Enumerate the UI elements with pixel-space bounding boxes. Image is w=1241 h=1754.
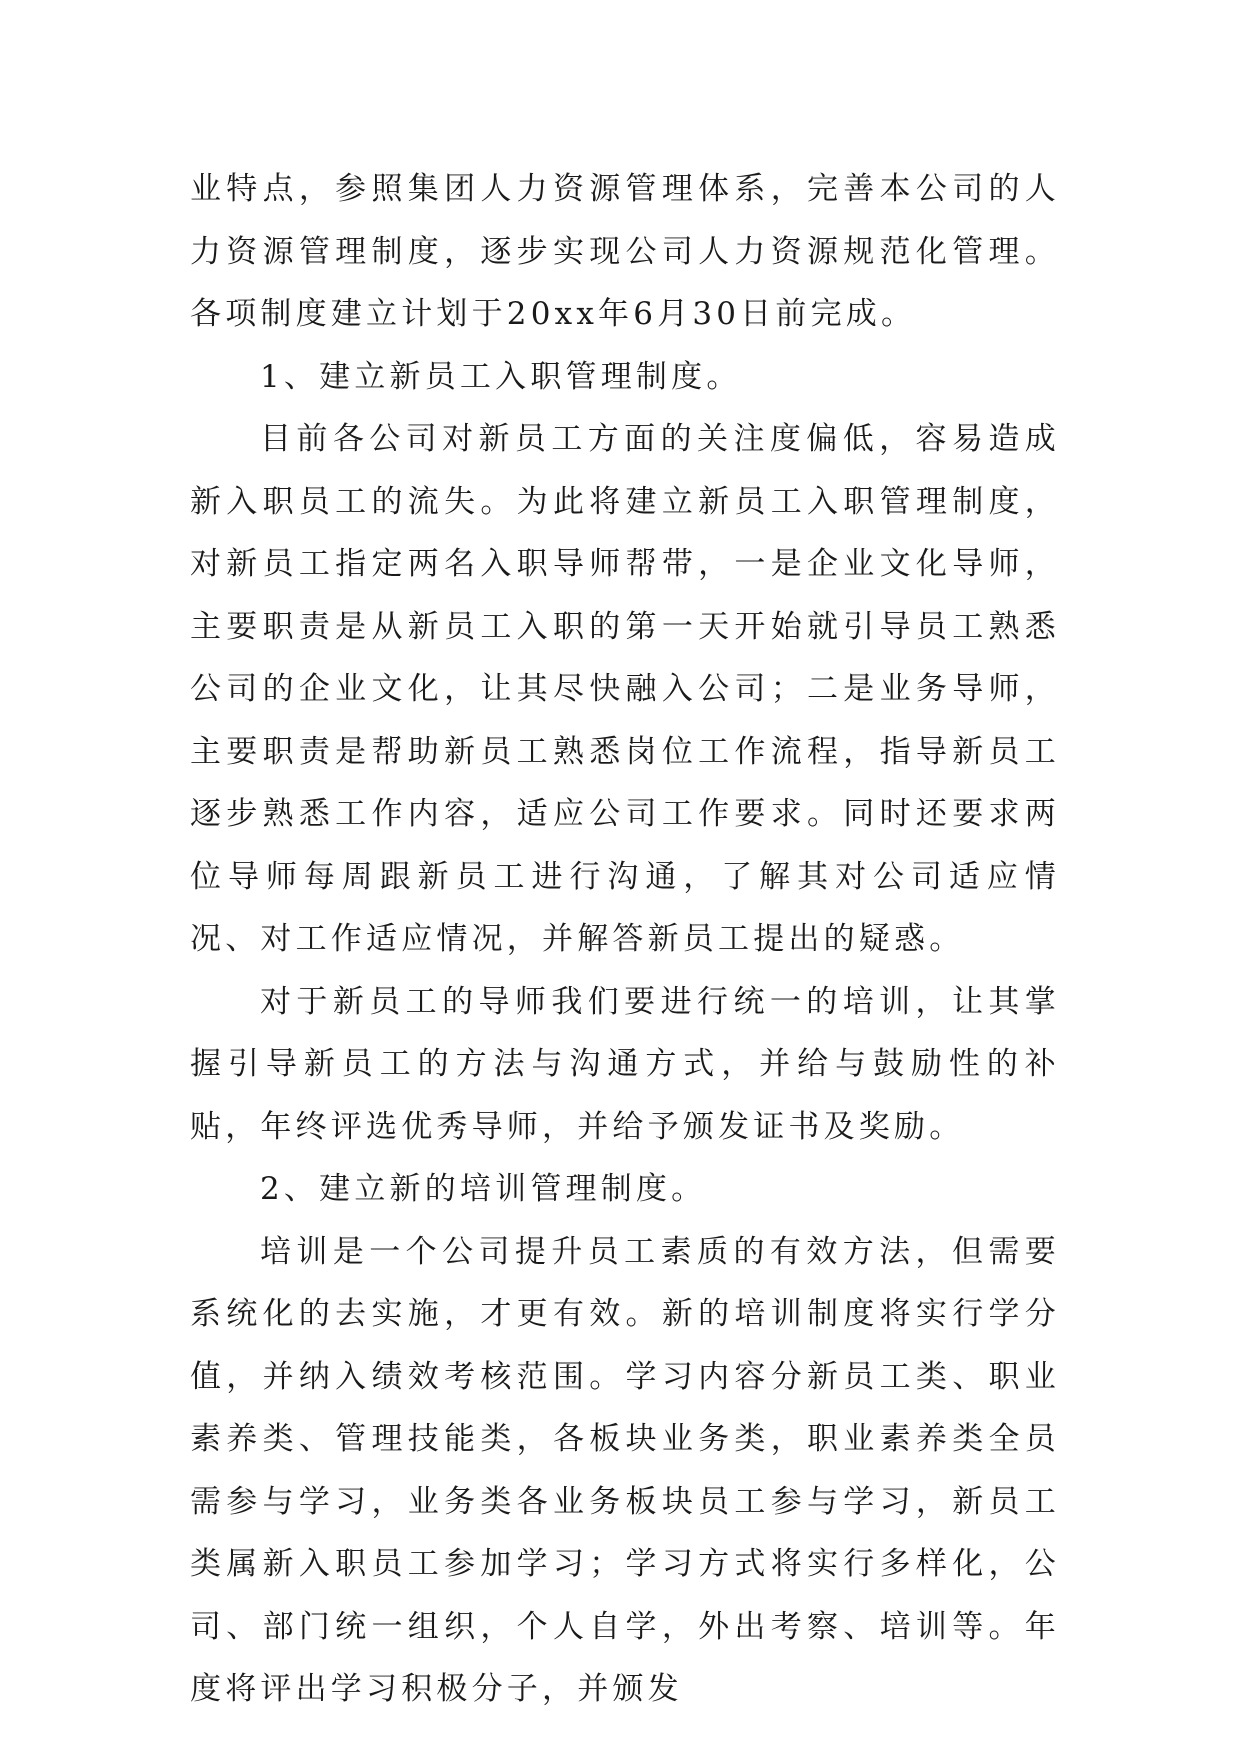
paragraph-onboarding-mentors: 目前各公司对新员工方面的关注度偏低，容易造成新入职员工的流失。为此将建立新员工入职管理制度，对新员工指定两名入职导师帮带，一是企业文化导师，主要职责是从新员工入职的第一天开始就引导员工熟悉公司的企业文化，让其尽快融入公司；二是业务导师，主要职责是帮助新员工熟悉岗位工作流程，指导新员工逐步熟悉工作内容，适应公司工作要求。同时还要求两位导师每周跟新员工进行沟通，了解其对公司适应情况、对工作适应情况，并解答新员工提出的疑惑。 [190,421,1060,957]
section-heading-training: 2、建立新的培训管理制度。 [260,1171,707,1207]
paragraph-intro-continuation: 业特点，参照集团人力资源管理体系，完善本公司的人力资源管理制度，逐步实现公司人力资源规范化管理。各项制度建立计划于20xx年6月30日前完成。 [190,171,1060,332]
section-heading-onboarding: 1、建立新员工入职管理制度。 [260,358,742,395]
document-body [190,158,1060,1721]
paragraph-mentor-training: 对于新员工的导师我们要进行统一的培训，让其掌握引导新员工的方法与沟通方式，并给与鼓励性的补贴，年终评选优秀导师，并给予颁发证书及奖励。 [190,983,1060,1145]
paragraph-training-system: 培训是一个公司提升员工素质的有效方法，但需要系统化的去实施，才更有效。新的培训制度将实行学分值，并纳入绩效考核范围。学习内容分新员工类、职业素养类、管理技能类，各板块业务类，职业素养类全员需参与学习，业务类各业务板块员工参与学习，新员工类属新入职员工参加学习；学习方式将实行多样化，公司、部门统一组织，个人自学，外出考察、培训等。年度将评出学习积极分子，并颁发 [190,1233,1060,1707]
